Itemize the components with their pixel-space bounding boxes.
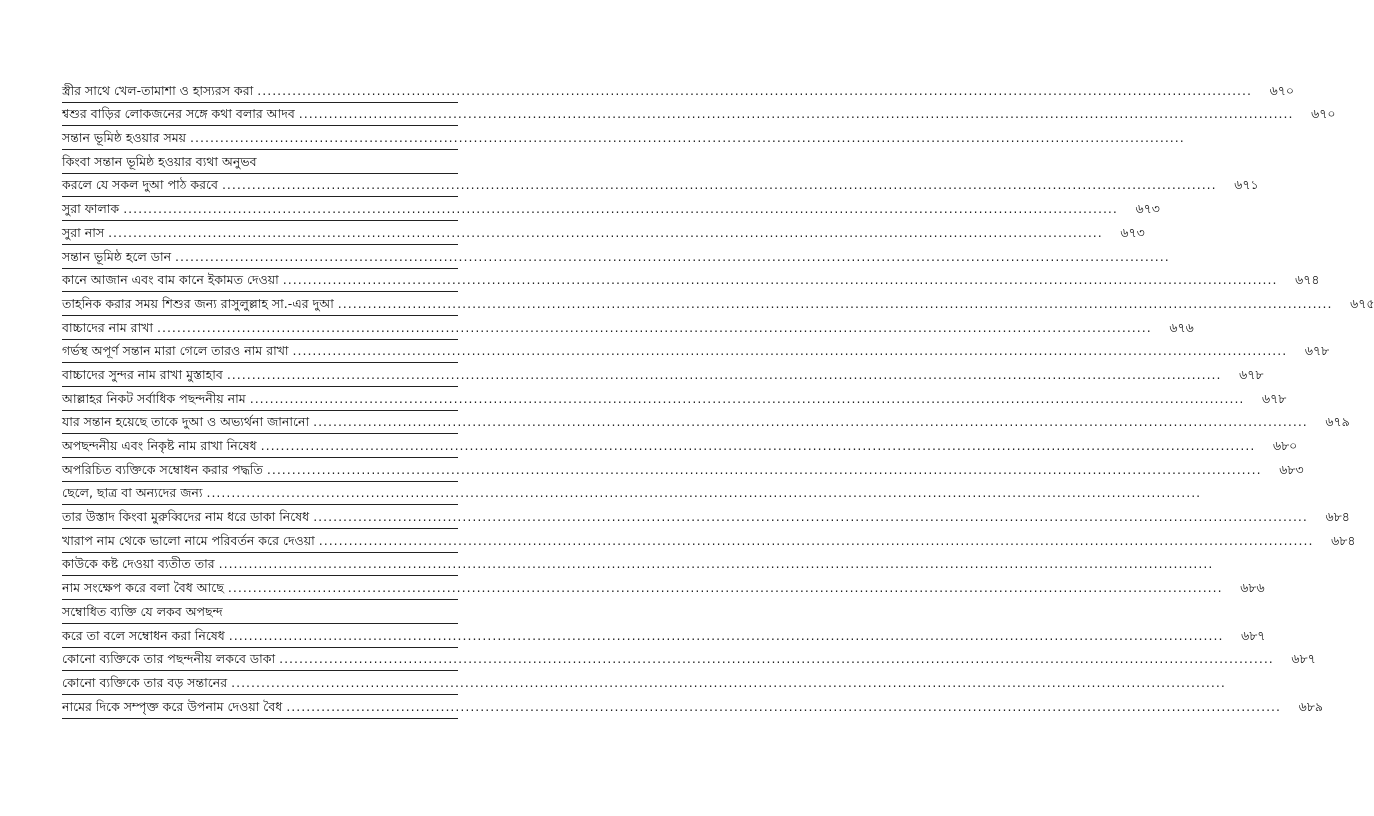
toc-entry [62,411,1350,435]
toc-entry-title: সুরা নাস [62,224,105,240]
dot-leader: ........................................................................................................................................................................................................ [279,651,1274,667]
toc-entry-title: কোনো ব্যক্তিকে তার বড় সন্তানের [62,674,228,690]
dot-leader: ........................................................................................................................................................................................................ [266,461,1262,477]
toc-entry-title: করলে যে সকল দুআ পাঠ করবে [62,177,218,193]
toc-entry-title: তাহনিক করার সময় শিশুর জন্য রাসুলুল্লাহ সা.-এর দুআ [62,295,334,311]
toc-entry [62,174,1259,198]
toc-entry-page-number: ৬৭৫ [1350,295,1374,311]
toc-entry-page-number: ৬৭০ [1269,82,1294,98]
toc-entry-title: নামের দিকে সম্পৃক্ত করে উপনাম দেওয়া বৈধ [62,698,283,714]
toc-entry-title: ছেলে, ছাত্র বা অন্যদের জন্য [62,485,203,501]
toc-entry [62,505,1350,529]
dot-leader: ........................................................................................................................................................................................................ [286,698,1281,714]
dot-leader: ........................................................................................................................................................................................................ [221,177,1217,193]
toc-entry [62,197,1160,221]
toc-entry-page-number: ৬৮৬ [1240,580,1265,596]
toc-entry-page-number: ৬৮৪ [1331,532,1356,548]
toc-entry-page-number: ৬৮৯ [1298,698,1323,714]
toc-entry [62,126,1185,150]
toc-entry [62,482,1202,506]
dot-leader: ........................................................................................................................................................................................................ [218,556,1214,572]
dot-leader: ........................................................................................................................................................................................................ [231,674,1226,690]
toc-entry [62,292,1374,316]
toc-entry-title: নাম সংক্ষেপ করে বলা বৈধ আছে [62,580,224,596]
toc-entry [62,600,458,624]
toc-entry [62,150,458,174]
toc-entry-page-number: ৬৭১ [1234,177,1259,193]
toc-entry-title: বাচ্চাদের সুন্দর নাম রাখা মুস্তাহাব [62,366,223,382]
toc-entry [62,221,1145,245]
toc-entry-title: বাচ্চাদের নাম রাখা [62,319,154,335]
toc-entry-page-number: ৬৭০ [1311,106,1336,122]
dot-leader: ........................................................................................................................................................................................................ [226,366,1222,382]
toc-entry [62,103,1336,127]
dot-leader: ........................................................................................................................................................................................................ [227,580,1223,596]
dot-leader: ........................................................................................................................................................................................................ [282,272,1278,288]
dot-leader: ........................................................................................................................................................................................................ [228,627,1224,643]
dot-leader: ........................................................................................................................................................................................................ [175,248,1170,264]
toc-entry-title: সন্তান ভূমিষ্ঠ হলে ডান [62,248,172,264]
toc-entry-title: যার সন্তান হয়েছে তাকে দুআ ও অভ্যর্থনা জানানো [62,414,310,430]
toc-entry-title: সুরা ফালাক [62,201,120,217]
toc-entry [62,576,1265,600]
dot-leader: ........................................................................................................................................................................................................ [318,532,1314,548]
toc-entry-title: কোনো ব্যক্তিকে তার পছন্দনীয় লকবে ডাকা [62,651,276,667]
dot-leader: ........................................................................................................................................................................................................ [298,106,1294,122]
toc-entry-title: অপছন্দনীয় এবং নিকৃষ্ট নাম রাখা নিষেধ [62,438,257,453]
toc-entry [62,458,1304,482]
toc-entry-page-number: ৬৭৪ [1295,272,1320,288]
toc-entry [62,387,1287,411]
toc-entry-title: খারাপ নাম থেকে ভালো নামে পরিবর্তন করে দেওয়া [62,532,315,548]
toc-entry-page-number: ৬৭৬ [1169,319,1194,335]
toc-entry [62,553,1214,577]
toc-entry-page-number: ৬৮৭ [1241,627,1266,643]
toc-entry-title: সন্তান ভূমিষ্ঠ হওয়ার সময় [62,130,187,146]
dot-leader: ........................................................................................................................................................................................................ [206,485,1202,501]
toc-entry-title: কিংবা সন্তান ভূমিষ্ঠ হওয়ার ব্যথা অনুভব [62,153,257,169]
toc-entry-page-number: ৬৭৮ [1239,366,1264,382]
toc-entry [62,529,1356,553]
toc-entry-title: গর্ভস্থ অপূর্ণ সন্তান মারা গেলে তারও নাম রাখা [62,343,289,359]
toc-entry-page-number: ৬৭৩ [1135,201,1160,217]
toc-entry [62,316,1194,340]
toc-entry-title: সম্বোধিত ব্যক্তি যে লকব অপছন্দ [62,603,223,619]
toc-entry [62,648,1316,672]
toc-entry [62,695,1323,719]
dot-leader: ........................................................................................................................................................................................................ [292,343,1288,359]
dot-leader: ........................................................................................................................................................................................................ [249,390,1245,406]
toc-entry-page-number: ৬৭৯ [1325,414,1350,430]
toc-entry [62,624,1266,648]
dot-leader: ........................................................................................................................................................................................................ [108,224,1103,240]
toc-entry [62,79,1294,103]
dot-leader: ........................................................................................................................................................................................................ [313,414,1308,430]
toc-entry-page-number: ৬৭৮ [1304,343,1330,359]
toc-entry-title: তার উস্তাদ কিংবা মুরুব্বিদের নাম ধরে ডাকা নিষেধ [62,509,310,525]
dot-leader: ........................................................................................................................................................................................................ [190,130,1185,146]
dot-leader: ........................................................................................................................................................................................................ [260,438,1256,453]
toc-entry-page-number: ৬৮০ [1272,438,1298,453]
dot-leader: ........................................................................................................................................................................................................ [257,82,1252,98]
dot-leader: ........................................................................................................................................................................................................ [123,201,1118,217]
dot-leader: ........................................................................................................................................................................................................ [157,319,1152,335]
toc-entry-page-number: ৬৭৩ [1120,224,1145,240]
dot-leader: ........................................................................................................................................................................................................ [313,509,1308,525]
toc-entry-title: স্ত্রীর সাথে খেল-তামাশা ও হাস্যরস করা [62,82,254,98]
toc-entry [62,671,1226,695]
toc-entry-title: কাউকে কষ্ট দেওয়া ব্যতীত তার [62,556,215,572]
toc-entry-title: অপরিচিত ব্যক্তিকে সম্বোধন করার পদ্ধতি [62,461,263,477]
toc-entry-title: শ্বশুর বাড়ির লোকজনের সঙ্গে কথা বলার আদব [62,106,295,122]
toc-entry-page-number: ৬৮৪ [1325,509,1350,525]
table-of-contents [62,79,1374,719]
toc-entry-title: আল্লাহর নিকট সর্বাধিক পছন্দনীয় নাম [62,390,246,406]
toc-entry [62,363,1264,387]
toc-entry [62,245,1170,269]
toc-entry [62,269,1320,293]
toc-entry [62,340,1330,364]
toc-entry-page-number: ৬৮৭ [1291,651,1316,667]
dot-leader: ........................................................................................................................................................................................................ [337,295,1333,311]
toc-entry-page-number: ৬৭৮ [1262,390,1287,406]
toc-entry-title: করে তা বলে সম্বোধন করা নিষেধ [62,627,225,643]
toc-entry-page-number: ৬৮৩ [1279,461,1304,477]
toc-entry-title: কানে আজান এবং বাম কানে ইকামত দেওয়া [62,272,279,288]
toc-entry [62,434,1298,458]
